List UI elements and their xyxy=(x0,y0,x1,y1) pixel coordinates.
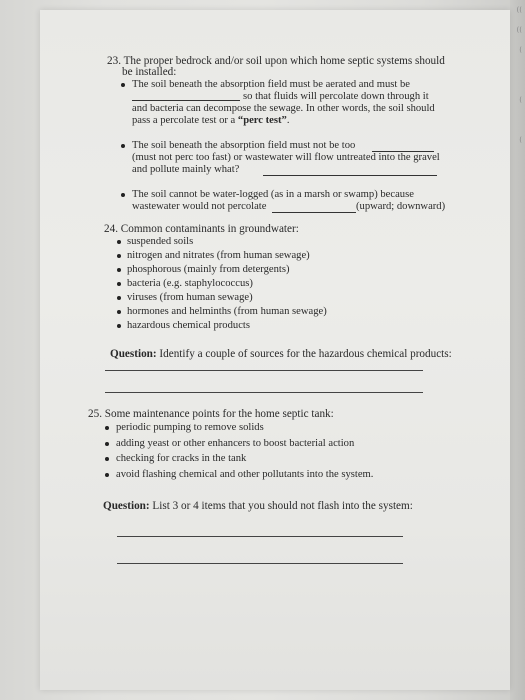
q24-item: hormones and helminths (from human sewage) xyxy=(127,306,327,317)
q23-b1-line3: and bacteria can decompose the sewage. In other words, the soil should xyxy=(132,103,435,114)
q23-b2-line1: The soil beneath the absorption field must not be too xyxy=(132,140,356,151)
q23-b1-line4: pass a percolate test or a “perc test”. xyxy=(132,115,290,126)
q25-item: avoid flashing chemical and other pollutants into the system. xyxy=(116,469,374,480)
q24-item: bacteria (e.g. staphylococcus) xyxy=(127,278,253,289)
q23-b3-line1: The soil cannot be water-logged (as in a marsh or swamp) because xyxy=(132,189,414,200)
q25-question: Question: List 3 or 4 items that you should not flash into the system: xyxy=(103,500,413,512)
bullet-icon xyxy=(117,240,121,244)
q23-heading-line2: be installed: xyxy=(122,66,177,78)
q23-b2-line2: (must not perc too fast) or wastewater will flow untreated into the gravel xyxy=(132,152,440,163)
q23-b3-blank[interactable] xyxy=(272,203,356,213)
q23-b3-line2-end: (upward; downward) xyxy=(356,201,446,212)
bullet-icon xyxy=(121,83,125,87)
q23-b2-blank[interactable] xyxy=(372,142,434,152)
q24-item: viruses (from human sewage) xyxy=(127,292,253,303)
q25-item: periodic pumping to remove solids xyxy=(116,422,264,433)
q23-b2-answer-blank[interactable] xyxy=(263,166,437,176)
q24-heading: 24. Common contaminants in groundwater: xyxy=(104,223,299,235)
q24-item: nitrogen and nitrates (from human sewage) xyxy=(127,250,310,261)
q24-answer-line-1[interactable] xyxy=(105,370,423,371)
q25-heading: 25. Some maintenance points for the home septic tank: xyxy=(88,408,334,420)
q24-item: suspended soils xyxy=(127,236,194,247)
q23-b1-line1: The soil beneath the absorption field must be aerated and must be xyxy=(132,79,411,90)
bullet-icon xyxy=(105,473,109,477)
q24-answer-line-2[interactable] xyxy=(105,392,423,393)
q23-b3-line2-start: wastewater would not percolate xyxy=(132,201,267,212)
q23-b2-line3: and pollute mainly what? xyxy=(132,164,240,175)
q23-b1-blank[interactable] xyxy=(132,91,240,101)
bullet-icon xyxy=(105,442,109,446)
bullet-icon xyxy=(117,310,121,314)
q25-item: adding yeast or other enhancers to boost bacterial action xyxy=(116,438,355,449)
bullet-icon xyxy=(121,193,125,197)
q25-item: checking for cracks in the tank xyxy=(116,453,247,464)
q24-item: phosphorous (mainly from detergents) xyxy=(127,264,290,275)
q25-answer-line-2[interactable] xyxy=(117,563,403,564)
bullet-icon xyxy=(117,268,121,272)
bullet-icon xyxy=(117,282,121,286)
q25-answer-line-1[interactable] xyxy=(117,536,403,537)
q23-b1-line2: so that fluids will percolate down through it xyxy=(243,91,429,102)
q23-heading-line1: 23. The proper bedrock and/or soil upon which home septic systems should xyxy=(107,55,445,67)
bullet-icon xyxy=(117,254,121,258)
q24-item: hazardous chemical products xyxy=(127,320,250,331)
bullet-icon xyxy=(117,296,121,300)
bullet-icon xyxy=(105,426,109,430)
adjacent-page-edge: (( (( ( ( ( xyxy=(510,0,525,700)
bullet-icon xyxy=(121,144,125,148)
bullet-icon xyxy=(105,457,109,461)
bullet-icon xyxy=(117,324,121,328)
q24-question: Question: Identify a couple of sources for the hazardous chemical products: xyxy=(110,348,452,360)
